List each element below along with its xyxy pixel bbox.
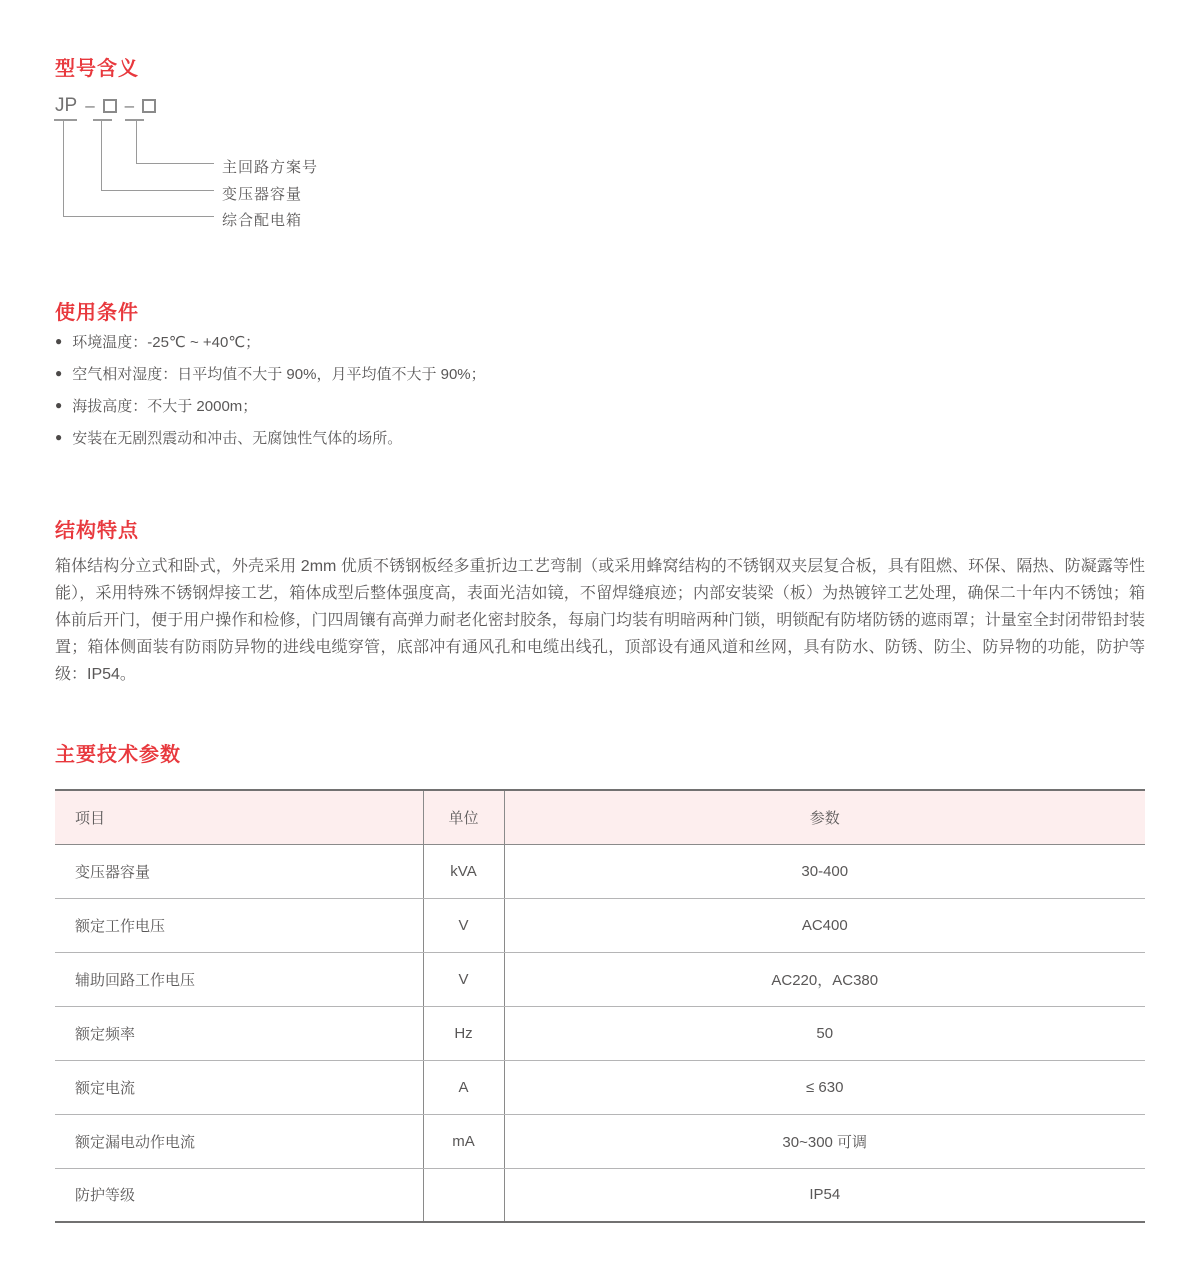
param-unit-cell: kVA xyxy=(423,844,504,898)
condition-text: 空气相对湿度：日平均值不大于 90%，月平均值不大于 90%； xyxy=(72,366,486,383)
structure-features-paragraph: 箱体结构分立式和卧式，外壳采用 2mm 优质不锈钢板经多重折边工艺弯制（或采用蜂窝结构的不锈钢双夹层复合板，具有阻燃、环保、隔热、防凝露等性能），采用特殊不锈钢焊接工艺，箱体成型后整体强度高，表面光洁如镜，不留焊缝痕迹；内部安装梁（板）为热镀锌工艺处理，确保二十年内不锈蚀；箱体前后开门，便于用户操作和检修，门四周镶有高弹力耐老化密封胶条，每扇门均装有明暗两种门锁，明锁配有防堵防锈的遮雨罩；计量室全封闭带铅封装置；箱体侧面装有防雨防异物的进线电缆穿管，底部冲有通风孔和电缆出线孔，顶部设有通风道和丝网，具有防水、防锈、防尘、防异物的功能，防护等级：IP54。 xyxy=(55,558,1145,683)
section-title-usage-conditions: 使用条件 xyxy=(55,302,139,324)
condition-item xyxy=(55,430,486,445)
param-name-cell: 额定漏电动作电流 xyxy=(55,1114,423,1168)
diagram-label-transformer-capacity: 变压器容量 xyxy=(222,186,303,203)
model-number-diagram xyxy=(55,95,475,235)
param-name-cell: 额定电流 xyxy=(55,1060,423,1114)
param-value-cell: AC400 xyxy=(504,898,1145,952)
dash-separator: – xyxy=(85,96,95,115)
param-unit-cell: V xyxy=(423,952,504,1006)
condition-text: 环境温度：-25℃ ~ +40℃； xyxy=(72,334,261,351)
dash-separator: – xyxy=(124,96,135,115)
placeholder-box-scheme xyxy=(142,99,156,113)
table-row xyxy=(55,1006,1145,1060)
section-title-structure-features: 结构特点 xyxy=(55,520,139,542)
header-item: 项目 xyxy=(55,790,423,844)
param-unit-cell: Hz xyxy=(423,1006,504,1060)
condition-item xyxy=(55,366,486,381)
param-value-cell: 30-400 xyxy=(504,844,1145,898)
bullet-icon: ● xyxy=(55,430,63,444)
table-row xyxy=(55,844,1145,898)
param-name-cell: 辅助回路工作电压 xyxy=(55,952,423,1006)
param-name-cell: 变压器容量 xyxy=(55,844,423,898)
header-unit: 单位 xyxy=(423,790,504,844)
param-value-cell: 30~300 可调 xyxy=(504,1114,1145,1168)
diagram-label-main-circuit-scheme: 主回路方案号 xyxy=(222,159,319,176)
param-unit-cell: A xyxy=(423,1060,504,1114)
bullet-icon: ● xyxy=(55,334,63,348)
bullet-icon: ● xyxy=(55,366,63,380)
param-unit-cell xyxy=(423,1168,504,1222)
table-row xyxy=(55,1168,1145,1222)
param-value-cell: AC220，AC380 xyxy=(504,952,1145,1006)
section-title-technical-parameters: 主要技术参数 xyxy=(55,744,181,766)
table-header-row xyxy=(55,790,1145,844)
table-row xyxy=(55,952,1145,1006)
param-name-cell: 额定工作电压 xyxy=(55,898,423,952)
placeholder-box-capacity xyxy=(103,99,117,113)
condition-item xyxy=(55,334,486,349)
condition-item xyxy=(55,398,486,413)
model-prefix: JP xyxy=(55,95,78,116)
parameters-table xyxy=(55,789,1145,1223)
param-value-cell: ≤ 630 xyxy=(504,1060,1145,1114)
param-name-cell: 防护等级 xyxy=(55,1168,423,1222)
section-title-model-meaning: 型号含义 xyxy=(55,58,139,80)
diagram-label-distribution-box: 综合配电箱 xyxy=(222,212,303,229)
condition-text: 安装在无剧烈震动和冲击、无腐蚀性气体的场所。 xyxy=(72,430,403,447)
model-formula xyxy=(55,95,156,117)
condition-text: 海拔高度：不大于 2000m； xyxy=(72,398,258,415)
table-row xyxy=(55,1114,1145,1168)
param-unit-cell: mA xyxy=(423,1114,504,1168)
usage-conditions-list xyxy=(55,334,486,462)
header-value: 参数 xyxy=(504,790,1145,844)
table-row xyxy=(55,1060,1145,1114)
param-value-cell: IP54 xyxy=(809,1186,841,1204)
bullet-icon: ● xyxy=(55,398,63,412)
param-name-cell: 额定频率 xyxy=(55,1006,423,1060)
param-value-cell: 50 xyxy=(504,1006,1145,1060)
connector-line-box xyxy=(63,121,214,217)
param-unit-cell: V xyxy=(423,898,504,952)
table-row xyxy=(55,898,1145,952)
